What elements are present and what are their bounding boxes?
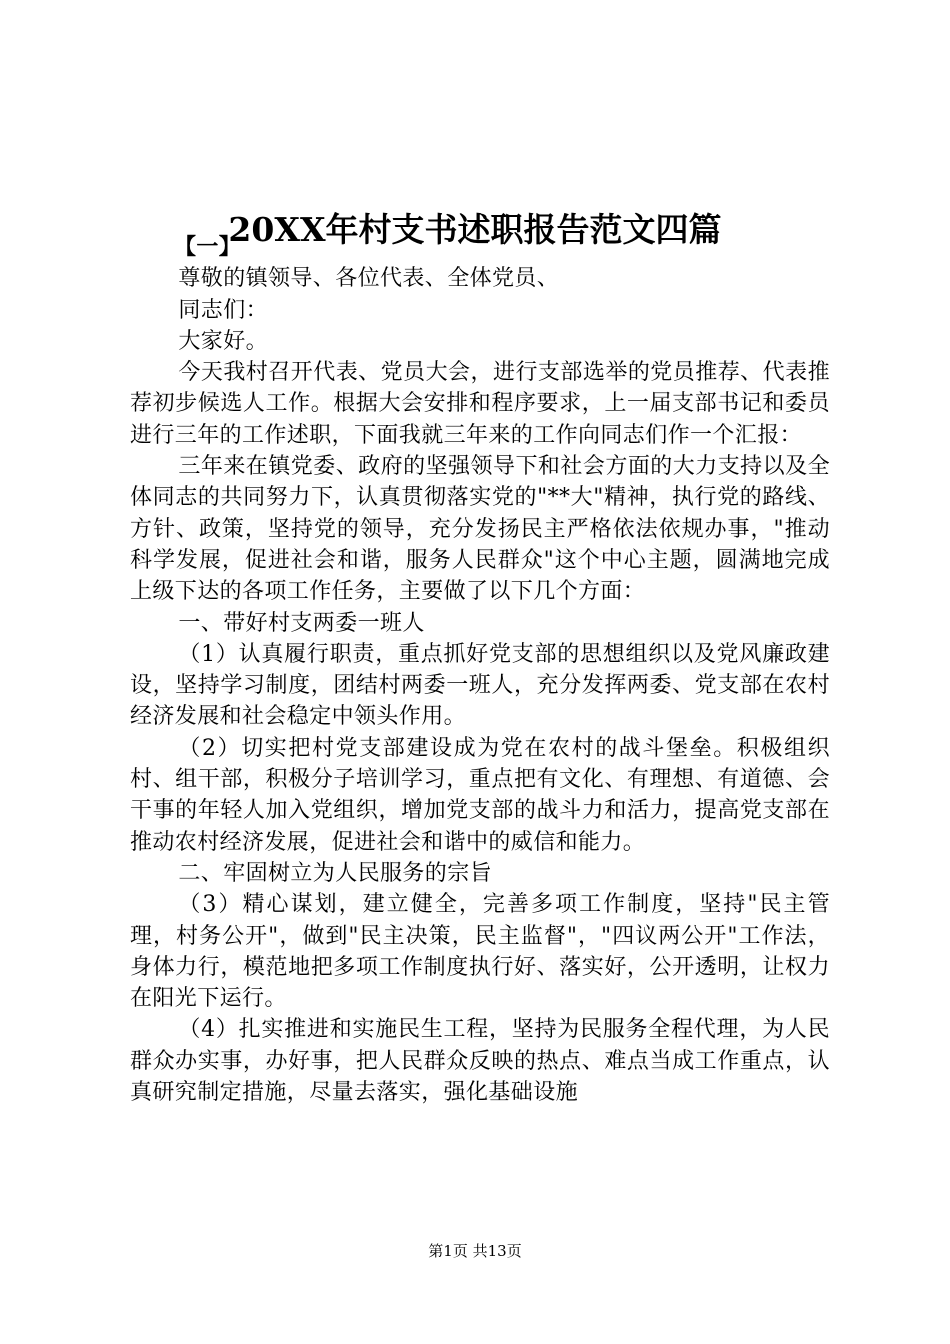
body-paragraph: 三年来在镇党委、政府的坚强领导下和社会方面的大力支持以及全体同志的共同努力下，认真贯彻落实党的"**大"精神，执行党的路线、方针、政策，坚持党的领导，充分发扬民主严格依法依规办事，"推动科学发展，促进社会和谐，服务人民群众"这个中心主题，圆满地完成上级下达的各项工作任务，主要做了以下几个方面： (130, 454, 830, 605)
body-paragraph: （3）精心谋划，建立健全，完善多项工作制度，坚持"民主管理，村务公开"，做到"民主决策，民主监督"，"四议两公开"工作法，身体力行，模范地把多项工作制度执行好、落实好，公开透明，让权力在阳光下运行。 (130, 892, 830, 1012)
section-heading: 二、牢固树立为人民服务的宗旨 (178, 860, 492, 886)
salutation-line: 同志们： (178, 297, 268, 323)
document-body (130, 232, 830, 1108)
greeting-line: 大家好。 (178, 328, 268, 354)
body-paragraph: 今天我村召开代表、党员大会，进行支部选举的党员推荐、代表推荐初步候选人工作。根据大会安排和程序要求，上一届支部书记和委员进行三年的工作述职，下面我就三年来的工作向同志们作一个汇报： (130, 360, 830, 448)
body-paragraph: （2）切实把村党支部建设成为党在农村的战斗堡垒。积极组织村、组干部，积极分子培训学习，重点把有文化、有理想、有道德、会干事的年轻人加入党组织，增加党支部的战斗力和活力，提高党支部在推动农村经济发展，促进社会和谐中的威信和能力。 (130, 735, 830, 855)
section-heading: 一、带好村支两委一班人 (178, 610, 425, 636)
section-marker: 【一】 (174, 234, 242, 260)
body-paragraph: （1）认真履行职责，重点抓好党支部的思想组织以及党风廉政建设，坚持学习制度，团结村两委一班人，充分发挥两委、党支部在农村经济发展和社会稳定中领头作用。 (130, 641, 830, 730)
document-title: 20XX年村支书述职报告范文四篇 (228, 210, 722, 250)
page-number-footer: 第1页 共13页 (428, 1242, 522, 1260)
salutation-line: 尊敬的镇领导、各位代表、全体党员、 (178, 266, 560, 292)
body-paragraph: （4）扎实推进和实施民生工程，坚持为民服务全程代理，为人民群众办实事，办好事，把人民群众反映的热点、难点当成工作重点，认真研究制定措施，尽量去落实，强化基础设施 (130, 1017, 830, 1106)
